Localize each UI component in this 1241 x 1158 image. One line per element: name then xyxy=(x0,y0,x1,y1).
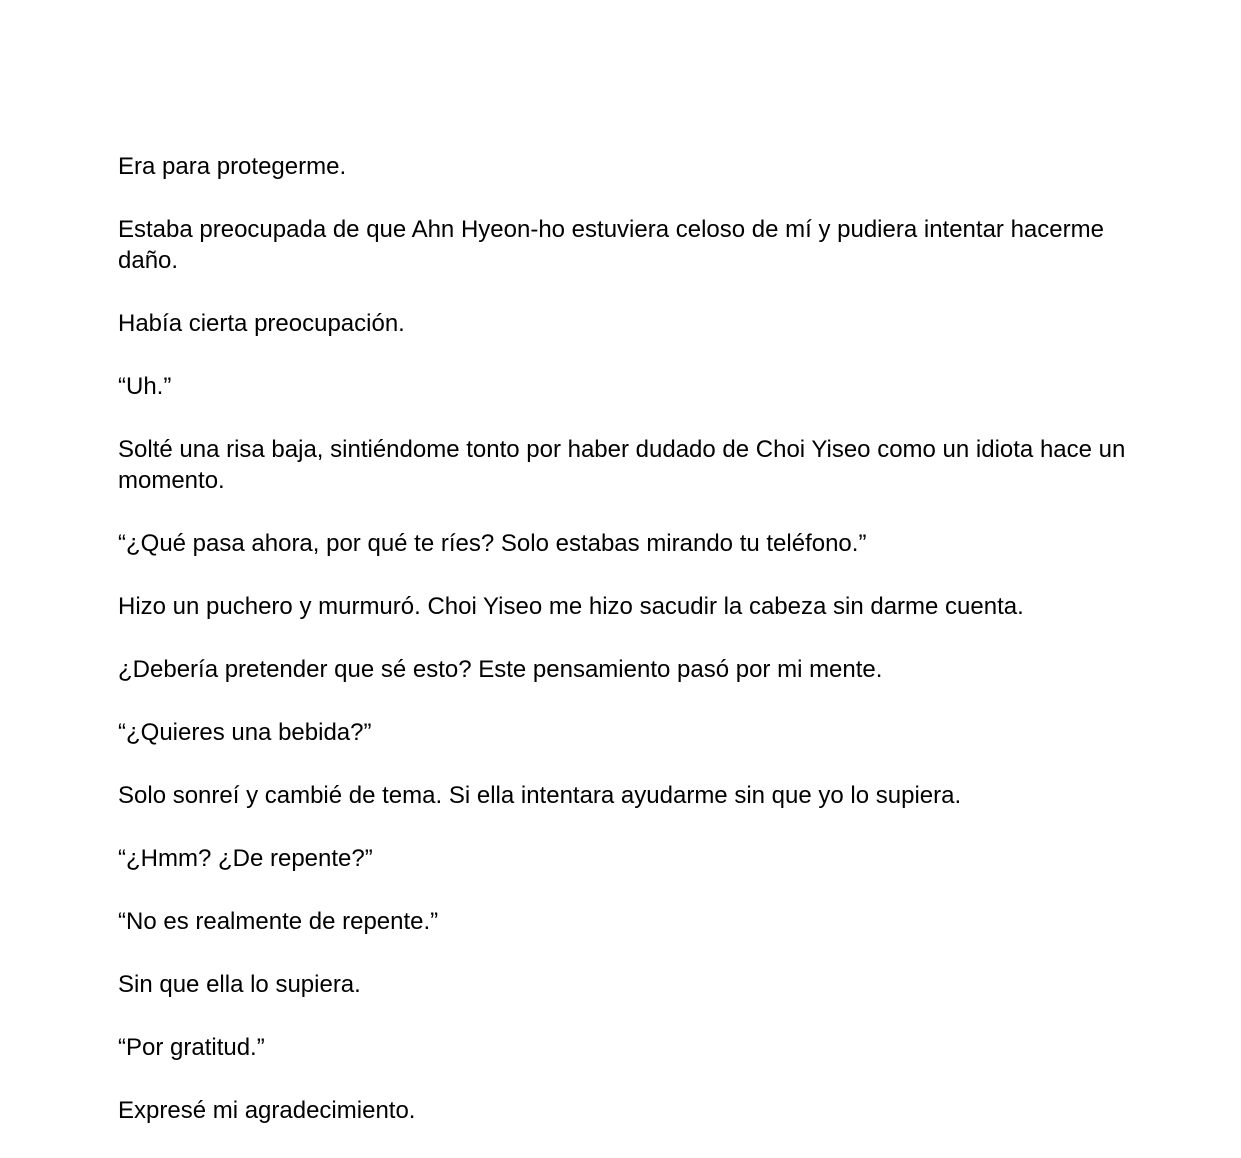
paragraph: “¿Quieres una bebida?” xyxy=(118,719,372,746)
paragraph: “¿Hmm? ¿De repente?” xyxy=(118,845,373,872)
paragraph: Sin que ella lo supiera. xyxy=(118,971,361,998)
paragraph: “¿Qué pasa ahora, por qué te ríes? Solo estabas mirando tu teléfono.” xyxy=(118,530,867,557)
paragraph: Era para protegerme. xyxy=(118,153,347,180)
paragraph: Expresé mi agradecimiento. xyxy=(118,1097,416,1124)
paragraph: Estaba preocupada de que Ahn Hyeon-ho estuviera celoso de mí y pudiera intentar hacerme daño. xyxy=(118,216,1104,274)
paragraph: Solo sonreí y cambié de tema. Si ella intentara ayudarme sin que yo lo supiera. xyxy=(118,782,962,809)
document-body xyxy=(118,151,1128,1158)
paragraph: “Uh.” xyxy=(118,373,172,400)
paragraph: “No es realmente de repente.” xyxy=(118,908,439,935)
paragraph: Solté una risa baja, sintiéndome tonto por haber dudado de Choi Yiseo como un idiota hace un momento. xyxy=(118,436,1126,494)
paragraph: “Por gratitud.” xyxy=(118,1034,265,1061)
paragraph: ¿Debería pretender que sé esto? Este pensamiento pasó por mi mente. xyxy=(118,656,883,683)
paragraph: Hizo un puchero y murmuró. Choi Yiseo me hizo sacudir la cabeza sin darme cuenta. xyxy=(118,593,1024,620)
paragraph: Había cierta preocupación. xyxy=(118,310,405,337)
